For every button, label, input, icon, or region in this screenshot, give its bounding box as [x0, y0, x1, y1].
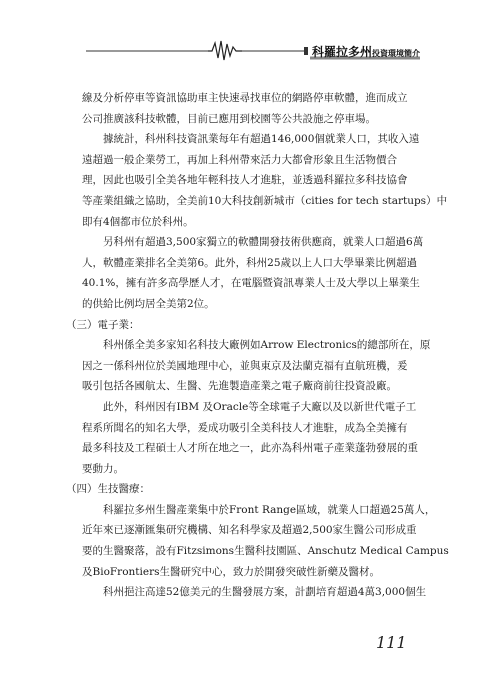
- text-line: 理，因此也吸引全美各地年輕科技人才進駐，並透過科羅拉多科技協會: [82, 174, 408, 187]
- text-line: 因之一係科州位於美國地理中心，並與東京及法蘭克福有直航班機，爰: [82, 359, 408, 372]
- text-line: 人，軟體產業排名全美第6。此外，科州25歲以上人口大學畢業比例超過: [82, 256, 418, 269]
- page-number: 111: [376, 633, 407, 652]
- body-text: [66, 88, 449, 603]
- header-title-sub: 投資環境簡介: [372, 49, 421, 58]
- paragraph: [82, 500, 449, 582]
- page-header: [0, 38, 480, 62]
- text-line: 40.1%，擁有許多高學歷人才，在電腦暨資訊專業人士及大學以上畢業生: [82, 277, 420, 290]
- text-line: 科州係全美多家知名科技大廠例如Arrow Electronics的總部所在，原: [82, 339, 431, 352]
- text-line: 程系所聞名的知名大學，爰成功吸引全美科技人才進駐，成為全美擁有: [82, 421, 408, 434]
- text-line: 及BioFrontiers生醫研究中心，致力於開發突破性新藥及醫材。: [82, 565, 380, 578]
- text-line: 科州挹注高達52億美元的生醫發展方案，計劃培育超過4萬3,000個生: [82, 586, 427, 599]
- text-line: 據統計，科州科技資訊業每年有超過146,000個就業人口，其收入遠: [82, 133, 420, 146]
- paragraph: [82, 335, 431, 397]
- header-title: [312, 43, 420, 60]
- text-line: 要動力。: [82, 462, 124, 475]
- text-line: 公司推廣該科技軟體，目前已應用到校園等公共設施之停車場。: [82, 112, 376, 125]
- paragraph: [82, 397, 418, 479]
- text-line: 即有4個都市位於科州。: [82, 215, 194, 228]
- text-line: 另科州有超過3,500家獨立的軟體開發技術供應商，就業人口超過6萬: [82, 236, 424, 249]
- text-line: 吸引包括各國航太、生醫、先進製造產業之電子廠商前往投資設廠。: [82, 380, 397, 393]
- text-line: 線及分析停車等資訊協助車主快速尋找車位的網路停車軟體，進而成立: [82, 92, 408, 104]
- section-heading: （四）生技醫療：: [66, 483, 150, 496]
- text-line: 近年來已逐漸匯集研究機構、知名科學家及超過2,500家生醫公司形成重: [82, 524, 417, 537]
- paragraph: [82, 232, 424, 314]
- paragraph: [82, 582, 427, 603]
- paragraph: [82, 129, 448, 232]
- text-line: 遠超過一般企業勞工，再加上科州帶來活力大都會形象且生活物價合: [82, 153, 397, 166]
- section-heading: （三）電子業：: [66, 318, 140, 331]
- header-title-main: 科羅拉多州: [312, 45, 373, 59]
- text-line: 的供給比例均居全美第2位。: [82, 297, 215, 310]
- paragraph: [82, 88, 412, 129]
- text-line: 科羅拉多州生醫產業集中於Front Range區域，就業人口超過25萬人，: [82, 503, 436, 516]
- text-line: 此外，科州因有IBM 及Oracle等全球電子大廠以及以新世代電子工: [82, 400, 417, 413]
- text-line: 最多科技及工程碩士人才所在地之一，此亦為科州電子產業蓬勃發展的重: [82, 442, 418, 455]
- text-line: 要的生醫聚落，設有Fitzsimons生醫科技園區、Anschutz Medical Campus: [82, 545, 449, 558]
- text-line: 等產業組織之協助，全美前10大科技創新城市（cities for tech startups）中: [82, 194, 448, 207]
